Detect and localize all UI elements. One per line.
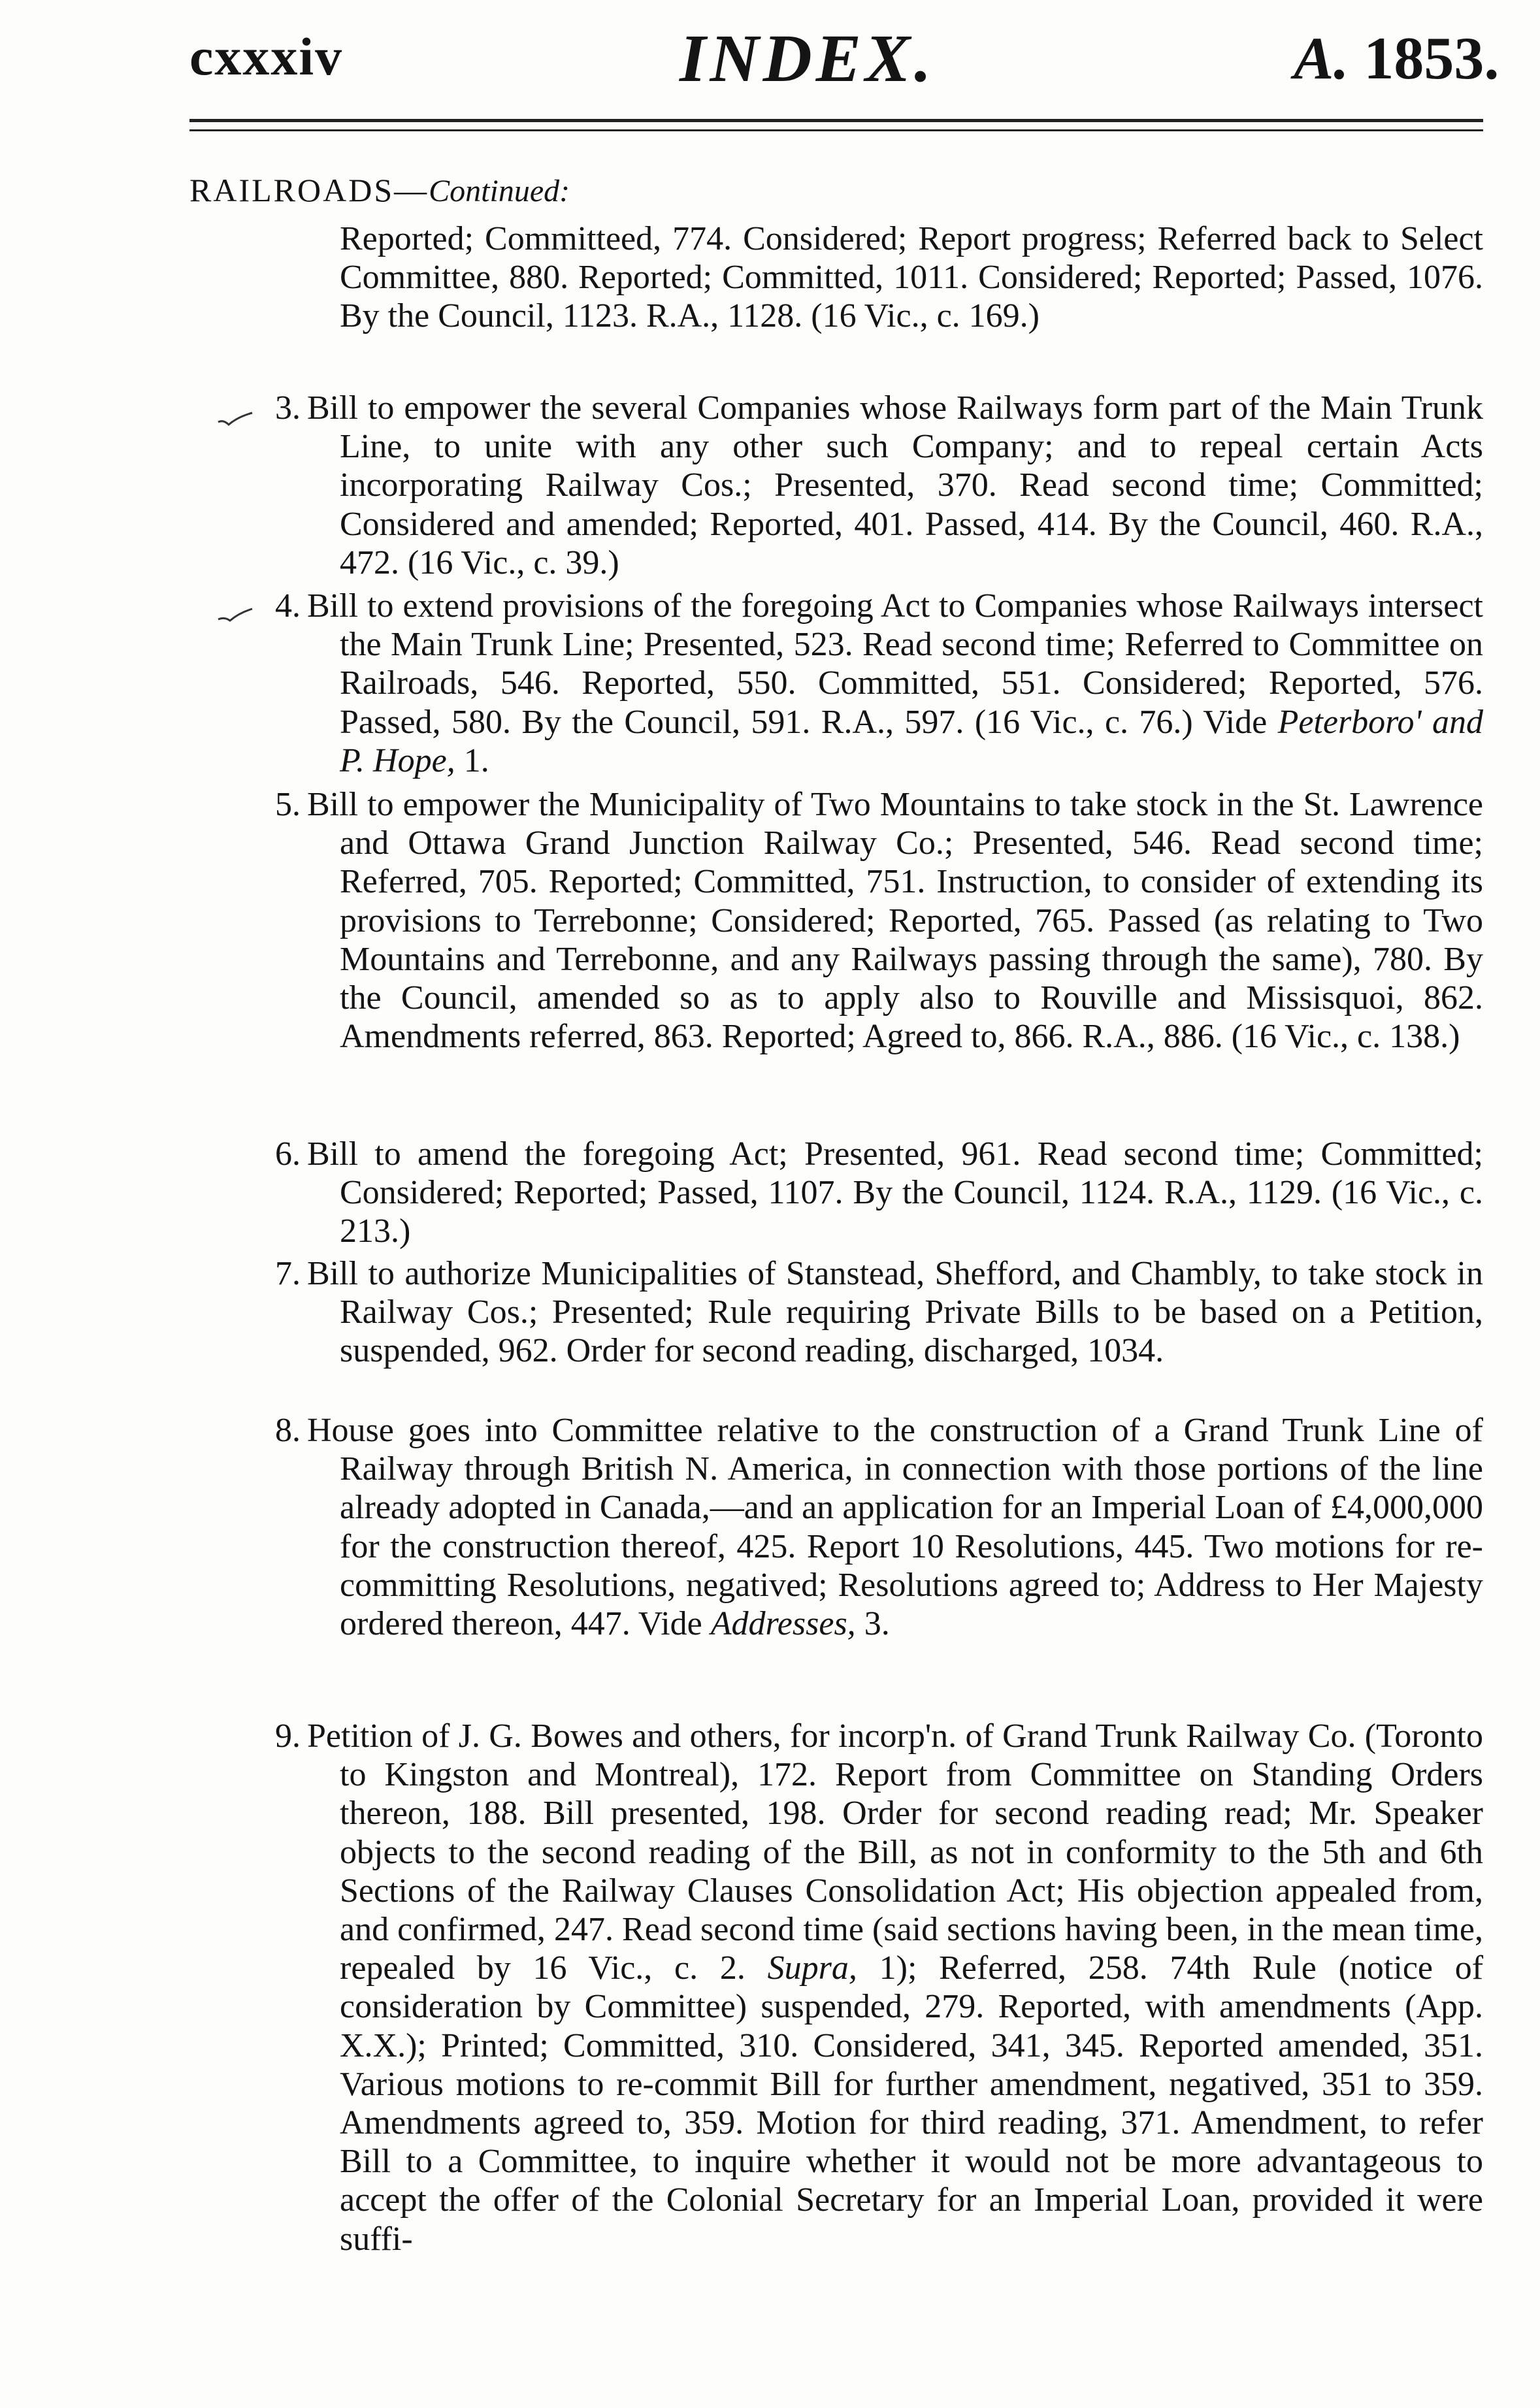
page-title: INDEX. xyxy=(680,21,936,96)
year-value: 1853. xyxy=(1364,25,1499,91)
entry-text: Bill to authorize Municipalities of Stanstead, Shefford, and Chambly, to take stock in Railway Cos.; Presented; Rule requiring Private Bills to be based on a Petition, suspended, 962. Order for second reading, discharged, 1034. xyxy=(307,1255,1483,1370)
vide-reference: Peterboro' and P. Hope, xyxy=(340,703,1484,779)
pencil-tick-icon xyxy=(216,605,255,625)
entry-text-block xyxy=(307,1411,1483,1643)
page-number: cxxxiv xyxy=(189,27,344,86)
list-item xyxy=(275,785,1483,1056)
entry-number: 3. xyxy=(275,389,301,427)
year-prefix: A. xyxy=(1294,25,1349,91)
continued-paragraph: Reported; Committeed, 774. Considered; Report progress; Referred back to Select Committee, 880. Reported; Committed, 1011. Considered; Reported; Passed, 1076. By the Council, 1123. R.A., 1128. (16 Vic., c. 169.) xyxy=(340,220,1483,335)
list-item xyxy=(275,1135,1483,1251)
entry-number: 4. xyxy=(275,587,301,625)
supra-reference: Supra, xyxy=(767,1949,857,1987)
entry-text-part-b: 1); Referred, 258. 74th Rule (notice of consideration by Committee) suspended, 279. Reported, with amendments (App. X.X.); Printed; Committed, 310. Considered, 341, 345. Reported amended, 351. Various motions to re-commit Bill for further amendment, negatived, 351 to 359. Amendments agreed to, 359. Motion for third reading, 371. Amendment, to refer Bill to a Committee, to inquire whether it would not be more advantageous to accept the offer of the Colonial Secretary for an Imperial Loan, provided it were suffi- xyxy=(340,1949,1484,2258)
entry-text: Bill to extend provisions of the foregoing Act to Companies whose Railways intersect the Main Trunk Line; Presented, 523. Read second time; Referred to Committee on Railroads, 546. Reported, 550. Committed, 551. Considered; Reported, 576. Passed, 580. By the Council, 591. R.A., 597. (16 Vic., c. 76.) Vide xyxy=(307,587,1483,741)
entry-text: House goes into Committee relative to the construction of a Grand Trunk Line of Railway through British N. America, in connection with those portions of the line already adopted in Canada,—and an application for an Imperial Loan of £4,000,000 for the construction thereof, 425. Report 10 Resolutions, 445. Two motions for re-committing Resolutions, negatived; Resolutions agreed to; Address to Her Majesty ordered thereon, 447. Vide xyxy=(307,1412,1483,1643)
entry-number: 7. xyxy=(275,1255,301,1292)
entry-text-block xyxy=(307,587,1483,780)
list-item xyxy=(275,1717,1484,2258)
section-heading-label: RAILROADS— xyxy=(189,172,429,208)
entry-number: 8. xyxy=(275,1412,301,1449)
list-item xyxy=(275,389,1483,582)
entry-text: Bill to amend the foregoing Act; Presented, 961. Read second time; Committed; Considered; Reported; Passed, 1107. By the Council, 1124. R.A., 1129. (16 Vic., c. 213.) xyxy=(307,1135,1483,1250)
vide-reference: Addresses, xyxy=(710,1605,856,1643)
vide-number: 1. xyxy=(463,741,489,779)
entry-text: Bill to empower the several Companies whose Railways form part of the Main Trunk Line, to unite with any other such Company; and to repeal certain Acts incorporating Railway Cos.; Presented, 370. Read second time; Committed; Considered and amended; Reported, 401. Passed, 414. By the Council, 460. R.A., 472. (16 Vic., c. 39.) xyxy=(307,389,1483,581)
header-rule-thin xyxy=(189,129,1483,131)
entry-text: Bill to empower the Municipality of Two Mountains to take stock in the St. Lawrence and Ottawa Grand Junction Railway Co.; Presented, 546. Read second time; Referred, 705. Reported; Committed, 751. Instruction, to consider of extending its provisions to Terrebonne; Considered; Reported, 765. Passed (as relating to Two Mountains and Terrebonne, and any Railways passing through the same), 780. By the Council, amended so as to apply also to Rouville and Missisquoi, 862. Amendments referred, 863. Reported; Agreed to, 866. R.A., 886. (16 Vic., c. 138.) xyxy=(307,786,1483,1056)
section-heading xyxy=(189,171,570,209)
list-item xyxy=(275,1254,1483,1371)
entry-number: 9. xyxy=(275,1717,301,1755)
section-continued-label: Continued: xyxy=(429,174,570,208)
year-heading xyxy=(1294,24,1499,95)
entry-number: 5. xyxy=(275,786,301,823)
entry-text-part-a: Petition of J. G. Bowes and others, for incorp'n. of Grand Trunk Railway Co. (Toronto to Kingston and Montreal), 172. Report from Committee on Standing Orders thereon, 188. Bill presented, 198. Order for second reading read; Mr. Speaker objects to the second reading of the Bill, as not in conformity to the 5th and 6th Sections of the Railway Clauses Consolidation Act; His objection appealed from, and confirmed, 247. Read second time (said sections having been, in the mean time, repealed by 16 Vic., c. 2. xyxy=(307,1717,1483,1987)
vide-number: 3. xyxy=(864,1605,890,1643)
list-item xyxy=(275,1411,1483,1643)
pencil-tick-icon xyxy=(216,410,255,430)
entry-number: 6. xyxy=(275,1135,301,1173)
list-item xyxy=(275,587,1484,780)
header-rule-thick xyxy=(189,119,1483,122)
entry-text-block xyxy=(307,1717,1483,2258)
